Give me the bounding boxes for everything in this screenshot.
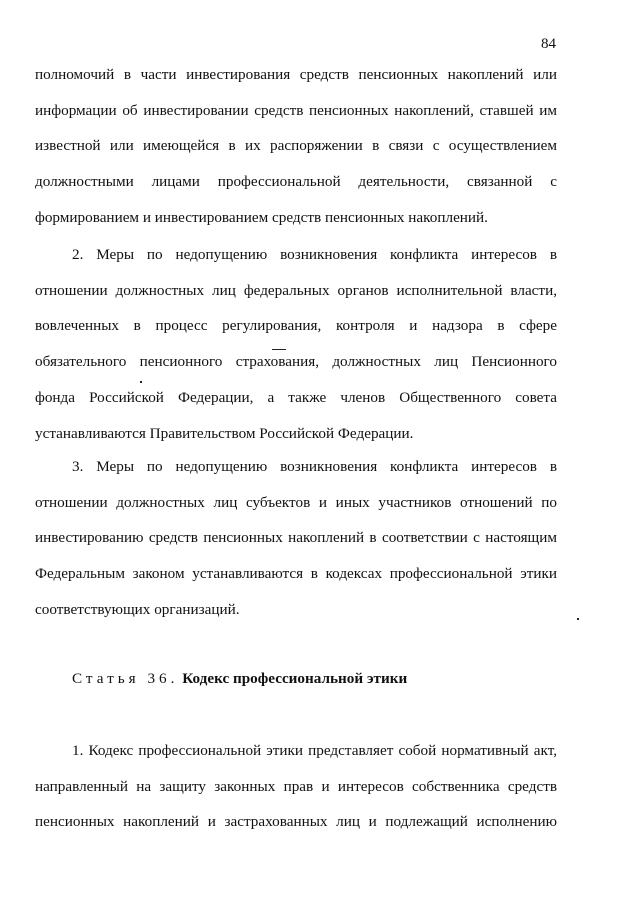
- text-line: отношении должностных лиц федеральных органов исполнительной власти,: [35, 281, 557, 299]
- scan-mark: [272, 349, 286, 350]
- paragraph-continuation: [35, 57, 557, 236]
- scan-mark: [577, 618, 579, 620]
- text-line: отношении должностных лиц субъектов и иных участников отношений по: [35, 493, 557, 511]
- text-line: инвестированию средств пенсионных накоплений в соответствии с настоящим: [35, 529, 557, 547]
- text-line: 2. Меры по недопущению возникновения конфликта интересов в: [72, 246, 557, 263]
- paragraph-2: [35, 237, 557, 451]
- text-line: фонда Российской Федерации, а также членов Общественного совета: [35, 388, 557, 406]
- article-label: Статья 36.: [72, 670, 179, 687]
- scan-mark: [140, 381, 142, 383]
- text-line: устанавливаются Правительством Российской Федерации.: [35, 424, 414, 442]
- text-line: направленный на защиту законных прав и интересов собственника средств: [35, 777, 557, 795]
- paragraph-3: [35, 449, 557, 628]
- text-line: известной или имеющейся в их распоряжении в связи с осуществлением: [35, 137, 557, 155]
- text-line: Федеральным законом устанавливаются в кодексах профессиональной этики: [35, 565, 557, 583]
- text-line: обязательного пенсионного страхования, должностных лиц Пенсионного: [35, 353, 557, 371]
- article-title: Кодекс профессиональной этики: [182, 670, 408, 687]
- text-line: вовлеченных в процесс регулирования, контроля и надзора в сфере: [35, 317, 557, 335]
- article-heading: [72, 670, 407, 688]
- text-line: пенсионных накоплений и застрахованных лиц и подлежащий исполнению: [35, 813, 557, 831]
- article-paragraph-1: [35, 733, 557, 840]
- text-line: 1. Кодекс профессиональной этики представляет собой нормативный акт,: [72, 742, 557, 759]
- text-line: формированием и инвестированием средств пенсионных накоплений.: [35, 208, 488, 226]
- text-line: 3. Меры по недопущению возникновения конфликта интересов в: [72, 458, 557, 475]
- text-line: должностными лицами профессиональной деятельности, связанной с: [35, 173, 557, 191]
- page-number: 84: [541, 36, 556, 52]
- text-line: полномочий в части инвестирования средств пенсионных накоплений или: [35, 66, 557, 83]
- text-line: соответствующих организаций.: [35, 600, 240, 618]
- text-line: информации об инвестировании средств пенсионных накоплений, ставшей им: [35, 101, 557, 119]
